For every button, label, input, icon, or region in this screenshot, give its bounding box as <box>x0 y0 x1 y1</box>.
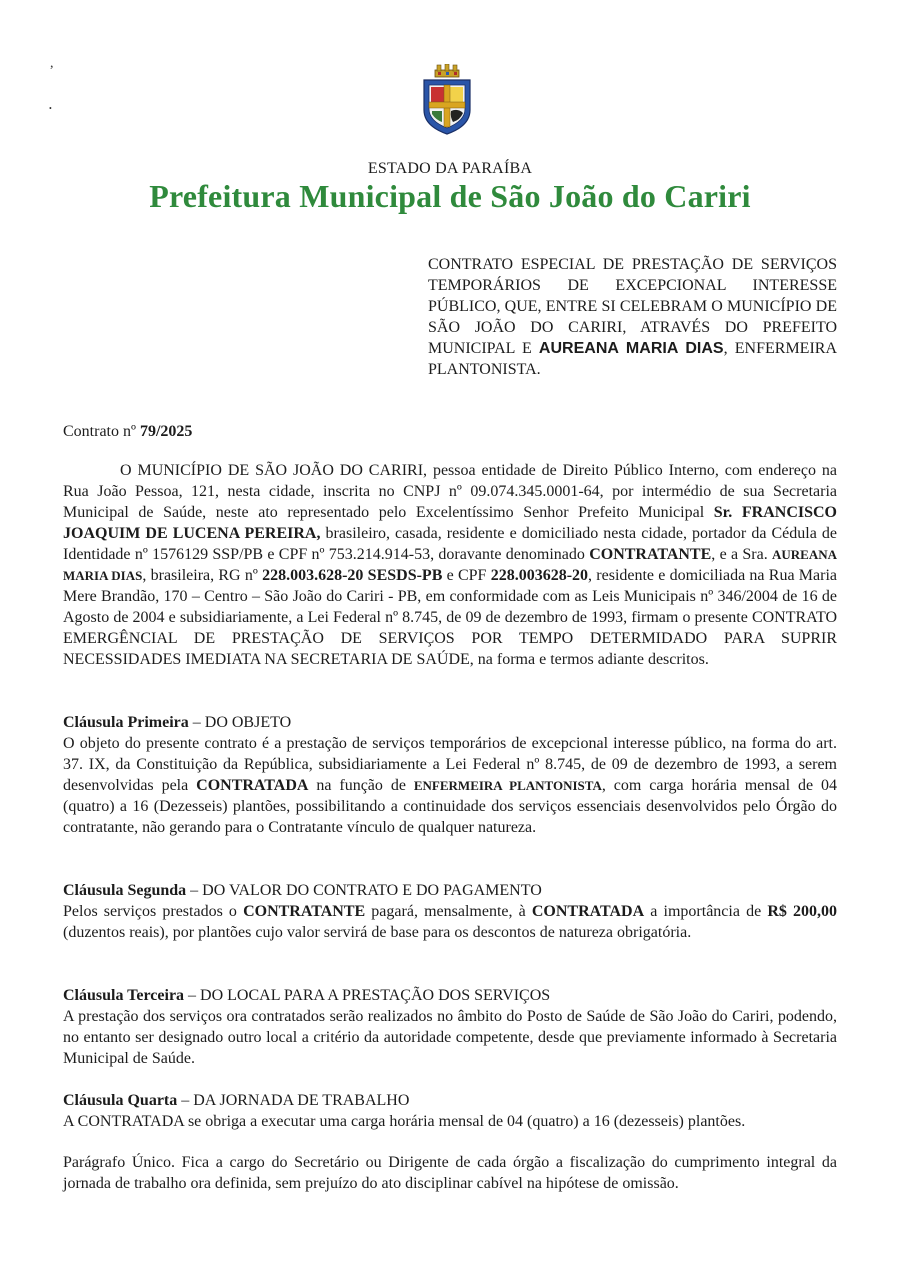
clause-fourth-text: A CONTRATADA se obriga a executar uma carga horária mensal de 04 (quatro) a 16 (dezesseis) plantões. <box>63 1113 746 1130</box>
intro-text: , brasileira, RG nº <box>142 567 263 584</box>
clause-text: na função de <box>308 777 414 794</box>
clause-first-heading <box>63 712 837 733</box>
clause-title: – DA JORNADA DE TRABALHO <box>177 1092 410 1109</box>
clause-text: O objeto do presente contrato é a prestação de serviços temporários de excepcional interesse público, na forma do art. 37. IX, da Constituição da República, subsidiariamente a Lei Federal nº 8.745, de 09 de dezembro de 1993, a serem desenvolvidas pela <box>63 735 837 794</box>
summary-contracted-name: AUREANA MARIA DIAS <box>538 340 724 357</box>
clause-label: Cláusula Primeira <box>63 714 189 731</box>
summary-role: , ENFERMEIRA PLANTONISTA. <box>428 340 837 378</box>
clause-title: – DO OBJETO <box>188 714 292 731</box>
contracted-cpf: 228.003628-20 <box>490 567 589 584</box>
clause-text: , com carga horária mensal de 04 (quatro) a 16 (Dezesseis) plantões, possibilitando a continuidade dos serviços essenciais desenvolvidos pelo Órgão do contratante, não gerando para o Contratante vínculo de qualquer natureza. <box>63 777 838 836</box>
clause-third <box>63 985 837 1069</box>
contratada-label: CONTRATADA <box>196 777 309 794</box>
intro-text: e CPF <box>442 567 491 584</box>
scan-speck: , <box>50 56 54 71</box>
contract-number <box>63 423 192 441</box>
clause-fourth <box>63 1090 837 1132</box>
contratante-label: CONTRATANTE <box>243 903 366 920</box>
contract-number-label: Contrato nº <box>63 423 140 440</box>
clause-first-text <box>63 733 837 838</box>
clause-text: Pelos serviços prestados o <box>63 903 244 920</box>
contract-summary <box>428 254 837 380</box>
clause-text: (duzentos reais), por plantões cujo valor servirá de base para os descontos de natureza obrigatória. <box>63 924 692 941</box>
intro-text: O MUNICÍPIO DE SÃO JOÃO DO CARIRI, pessoa entidade de Direito Público Interno, com endereço na Rua João Pessoa, 121, nesta cidade, inscrita no CNPJ nº 09.074.345.0001-64, por intermédio de sua Secretaria Municipal de Saúde, neste ato representado pelo Excelentíssimo Senhor Prefeito Municipal <box>63 462 837 521</box>
contratada-label: CONTRATADA <box>531 903 645 920</box>
paragrafo-unico: Parágrafo Único. Fica a cargo do Secretário ou Dirigente de cada órgão a fiscalização do cumprimento integral da jornada de trabalho ora definida, sem prejuízo do ato disciplinar cabível na hipótese de omissão. <box>63 1154 837 1192</box>
intro-paragraph <box>63 460 837 670</box>
city-hall-title: Prefeitura Municipal de São João do Cariri <box>149 178 751 214</box>
clause-text: pagará, mensalmente, à <box>365 903 532 920</box>
contracted-rg: 228.003.628-20 SESDS-PB <box>262 567 443 584</box>
municipal-coat-of-arms-icon <box>418 64 476 136</box>
intro-text: brasileiro, casada, residente e domiciliado nesta cidade, portador da Cédula de Identidade nº 1576129 SSP/PB e CPF nº 753.214.914-53, doravante denominado <box>63 525 838 563</box>
intro-text: , residente e domiciliada na Rua Maria Mere Brandão, 170 – Centro – São João do Cariri - PB, em conformidade com as Leis Municipais nº 346/2004 de 16 de Agosto de 2004 e subsidiariamente, a Lei Federal nº 8.745, de 09 de dezembro de 1993, firmam o presente CONTRATO EMERGÊNCIAL DE PRESTAÇÃO DE SERVIÇOS POR TEMPO DETERMIDADO PARA SUPRIR NECESSIDADES IMEDIATA NA SECRETARIA DE SAÚDE, na forma e termos adiante descritos. <box>63 567 838 668</box>
clause-title: – DO LOCAL PARA A PRESTAÇÃO DOS SERVIÇOS <box>184 987 551 1004</box>
scan-speck: • <box>49 104 52 113</box>
clause-label: Cláusula Segunda <box>63 882 187 899</box>
payment-amount: R$ 200,00 <box>767 903 838 920</box>
clause-label: Cláusula Terceira <box>63 987 185 1004</box>
role-label: ENFERMEIRA PLANTONISTA <box>413 778 602 793</box>
clause-third-heading <box>63 985 837 1006</box>
intro-text: , e a Sra. <box>711 546 772 563</box>
clause-title: – DO VALOR DO CONTRATO E DO PAGAMENTO <box>186 882 542 899</box>
clause-third-text: A prestação dos serviços ora contratados serão realizados no âmbito do Posto de Saúde de São João do Cariri, podendo, no entanto ser designado outro local a critério da autoridade competente, desde que previamente informado à Secretaria Municipal de Saúde. <box>63 1008 837 1067</box>
contracted-name: AUREANA MARIA DIAS <box>63 547 837 583</box>
contract-number-value: 79/2025 <box>139 423 193 440</box>
clause-second-heading <box>63 880 837 901</box>
state-name: ESTADO DA PARAÍBA <box>367 160 533 177</box>
clause-fourth-heading <box>63 1090 837 1111</box>
mayor-name: Sr. FRANCISCO JOAQUIM DE LUCENA PEREIRA, <box>63 504 837 542</box>
summary-text: CONTRATO ESPECIAL DE PRESTAÇÃO DE SERVIÇOS TEMPORÁRIOS DE EXCEPCIONAL INTERESSE PÚBLICO, QUE, ENTRE SI CELEBRAM O MUNICÍPIO DE SÃO JOÃO DO CARIRI, ATRAVÉS DO PREFEITO MUNICIPAL E <box>428 256 837 357</box>
contratante-label: CONTRATANTE <box>589 546 712 563</box>
clause-text: a importância de <box>644 903 768 920</box>
clause-second <box>63 880 837 943</box>
clause-label: Cláusula Quarta <box>63 1092 178 1109</box>
clause-second-text <box>63 901 837 943</box>
clause-first <box>63 712 837 838</box>
